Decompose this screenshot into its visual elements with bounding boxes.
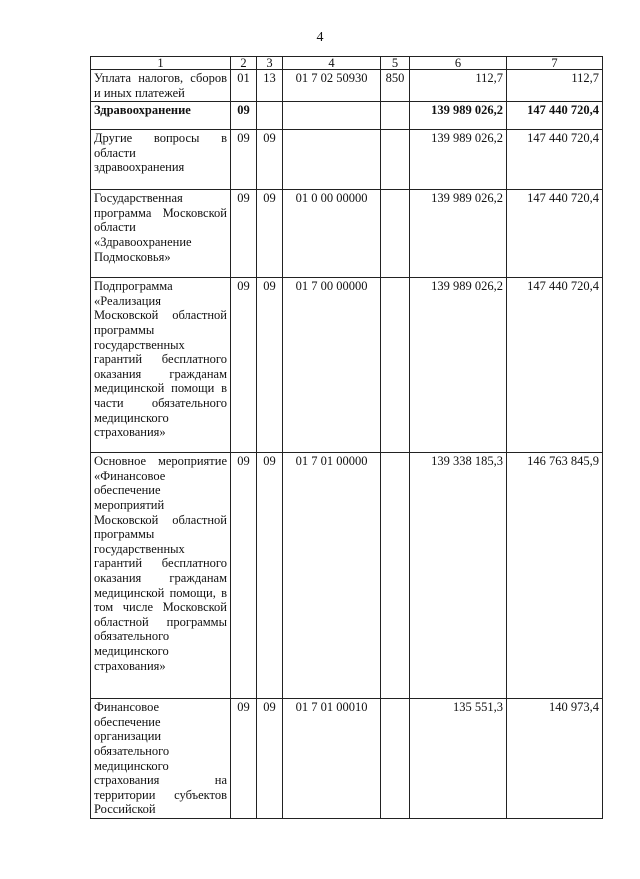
table-row xyxy=(91,190,603,278)
header-row xyxy=(91,57,603,70)
table-row xyxy=(91,699,603,819)
row-name: Другие вопросы в области здравоохранения xyxy=(91,130,231,190)
row-name: Финансовое обеспечение организации обязательного медицинского страхования на территории субъектов Российской xyxy=(91,699,231,819)
row-name: Подпрограмма «Реализация Московской областной программы государственных гарантий бесплатного оказания гражданам медицинской помощи в части обязательного медицинского страхования» xyxy=(91,278,231,453)
amount-2025-cell: 139 989 026,2 xyxy=(410,190,507,278)
csr-cell: 01 7 02 50930 xyxy=(283,70,381,102)
column-header: 4 xyxy=(283,57,381,70)
budget-table xyxy=(90,56,603,819)
csr-cell: 01 7 01 00010 xyxy=(283,699,381,819)
table-row xyxy=(91,102,603,130)
column-header: 6 xyxy=(410,57,507,70)
vr-cell xyxy=(381,699,410,819)
rz-cell: 01 xyxy=(231,70,257,102)
row-name: Уплата налогов, сборов и иных платежей xyxy=(91,70,231,102)
amount-2025-cell: 139 989 026,2 xyxy=(410,278,507,453)
rz-cell: 09 xyxy=(231,102,257,130)
vr-cell xyxy=(381,278,410,453)
column-header: 1 xyxy=(91,57,231,70)
pr-cell: 09 xyxy=(257,699,283,819)
pr-cell: 09 xyxy=(257,453,283,699)
vr-cell xyxy=(381,453,410,699)
amount-2026-cell: 147 440 720,4 xyxy=(507,130,603,190)
column-header: 3 xyxy=(257,57,283,70)
vr-cell xyxy=(381,190,410,278)
amount-2025-cell: 112,7 xyxy=(410,70,507,102)
amount-2026-cell: 140 973,4 xyxy=(507,699,603,819)
pr-cell: 09 xyxy=(257,130,283,190)
vr-cell xyxy=(381,102,410,130)
column-header: 7 xyxy=(507,57,603,70)
amount-2026-cell: 147 440 720,4 xyxy=(507,102,603,130)
column-header: 2 xyxy=(231,57,257,70)
page-number: 4 xyxy=(316,30,324,45)
row-name: Здравоохранение xyxy=(91,102,231,130)
vr-cell: 850 xyxy=(381,70,410,102)
amount-2025-cell: 139 989 026,2 xyxy=(410,102,507,130)
rz-cell: 09 xyxy=(231,190,257,278)
vr-cell xyxy=(381,130,410,190)
pr-cell: 09 xyxy=(257,190,283,278)
table-row xyxy=(91,70,603,102)
amount-2025-cell: 139 989 026,2 xyxy=(410,130,507,190)
amount-2026-cell: 147 440 720,4 xyxy=(507,278,603,453)
csr-cell xyxy=(283,102,381,130)
rz-cell: 09 xyxy=(231,278,257,453)
row-name: Государственная программа Московской области «Здравоохранение Подмосковья» xyxy=(91,190,231,278)
csr-cell xyxy=(283,130,381,190)
table-row xyxy=(91,130,603,190)
rz-cell: 09 xyxy=(231,699,257,819)
pr-cell: 13 xyxy=(257,70,283,102)
row-name: Основное мероприятие «Финансовое обеспечение мероприятий Московской областной программы государственных гарантий бесплатного оказания гражданам медицинской помощи, в том числе Московской областной программы обязательного медицинского страхования» xyxy=(91,453,231,699)
amount-2025-cell: 139 338 185,3 xyxy=(410,453,507,699)
amount-2025-cell: 135 551,3 xyxy=(410,699,507,819)
csr-cell: 01 7 01 00000 xyxy=(283,453,381,699)
rz-cell: 09 xyxy=(231,453,257,699)
pr-cell xyxy=(257,102,283,130)
amount-2026-cell: 147 440 720,4 xyxy=(507,190,603,278)
table-row xyxy=(91,278,603,453)
rz-cell: 09 xyxy=(231,130,257,190)
amount-2026-cell: 112,7 xyxy=(507,70,603,102)
pr-cell: 09 xyxy=(257,278,283,453)
column-header: 5 xyxy=(381,57,410,70)
table-row xyxy=(91,453,603,699)
amount-2026-cell: 146 763 845,9 xyxy=(507,453,603,699)
csr-cell: 01 7 00 00000 xyxy=(283,278,381,453)
csr-cell: 01 0 00 00000 xyxy=(283,190,381,278)
